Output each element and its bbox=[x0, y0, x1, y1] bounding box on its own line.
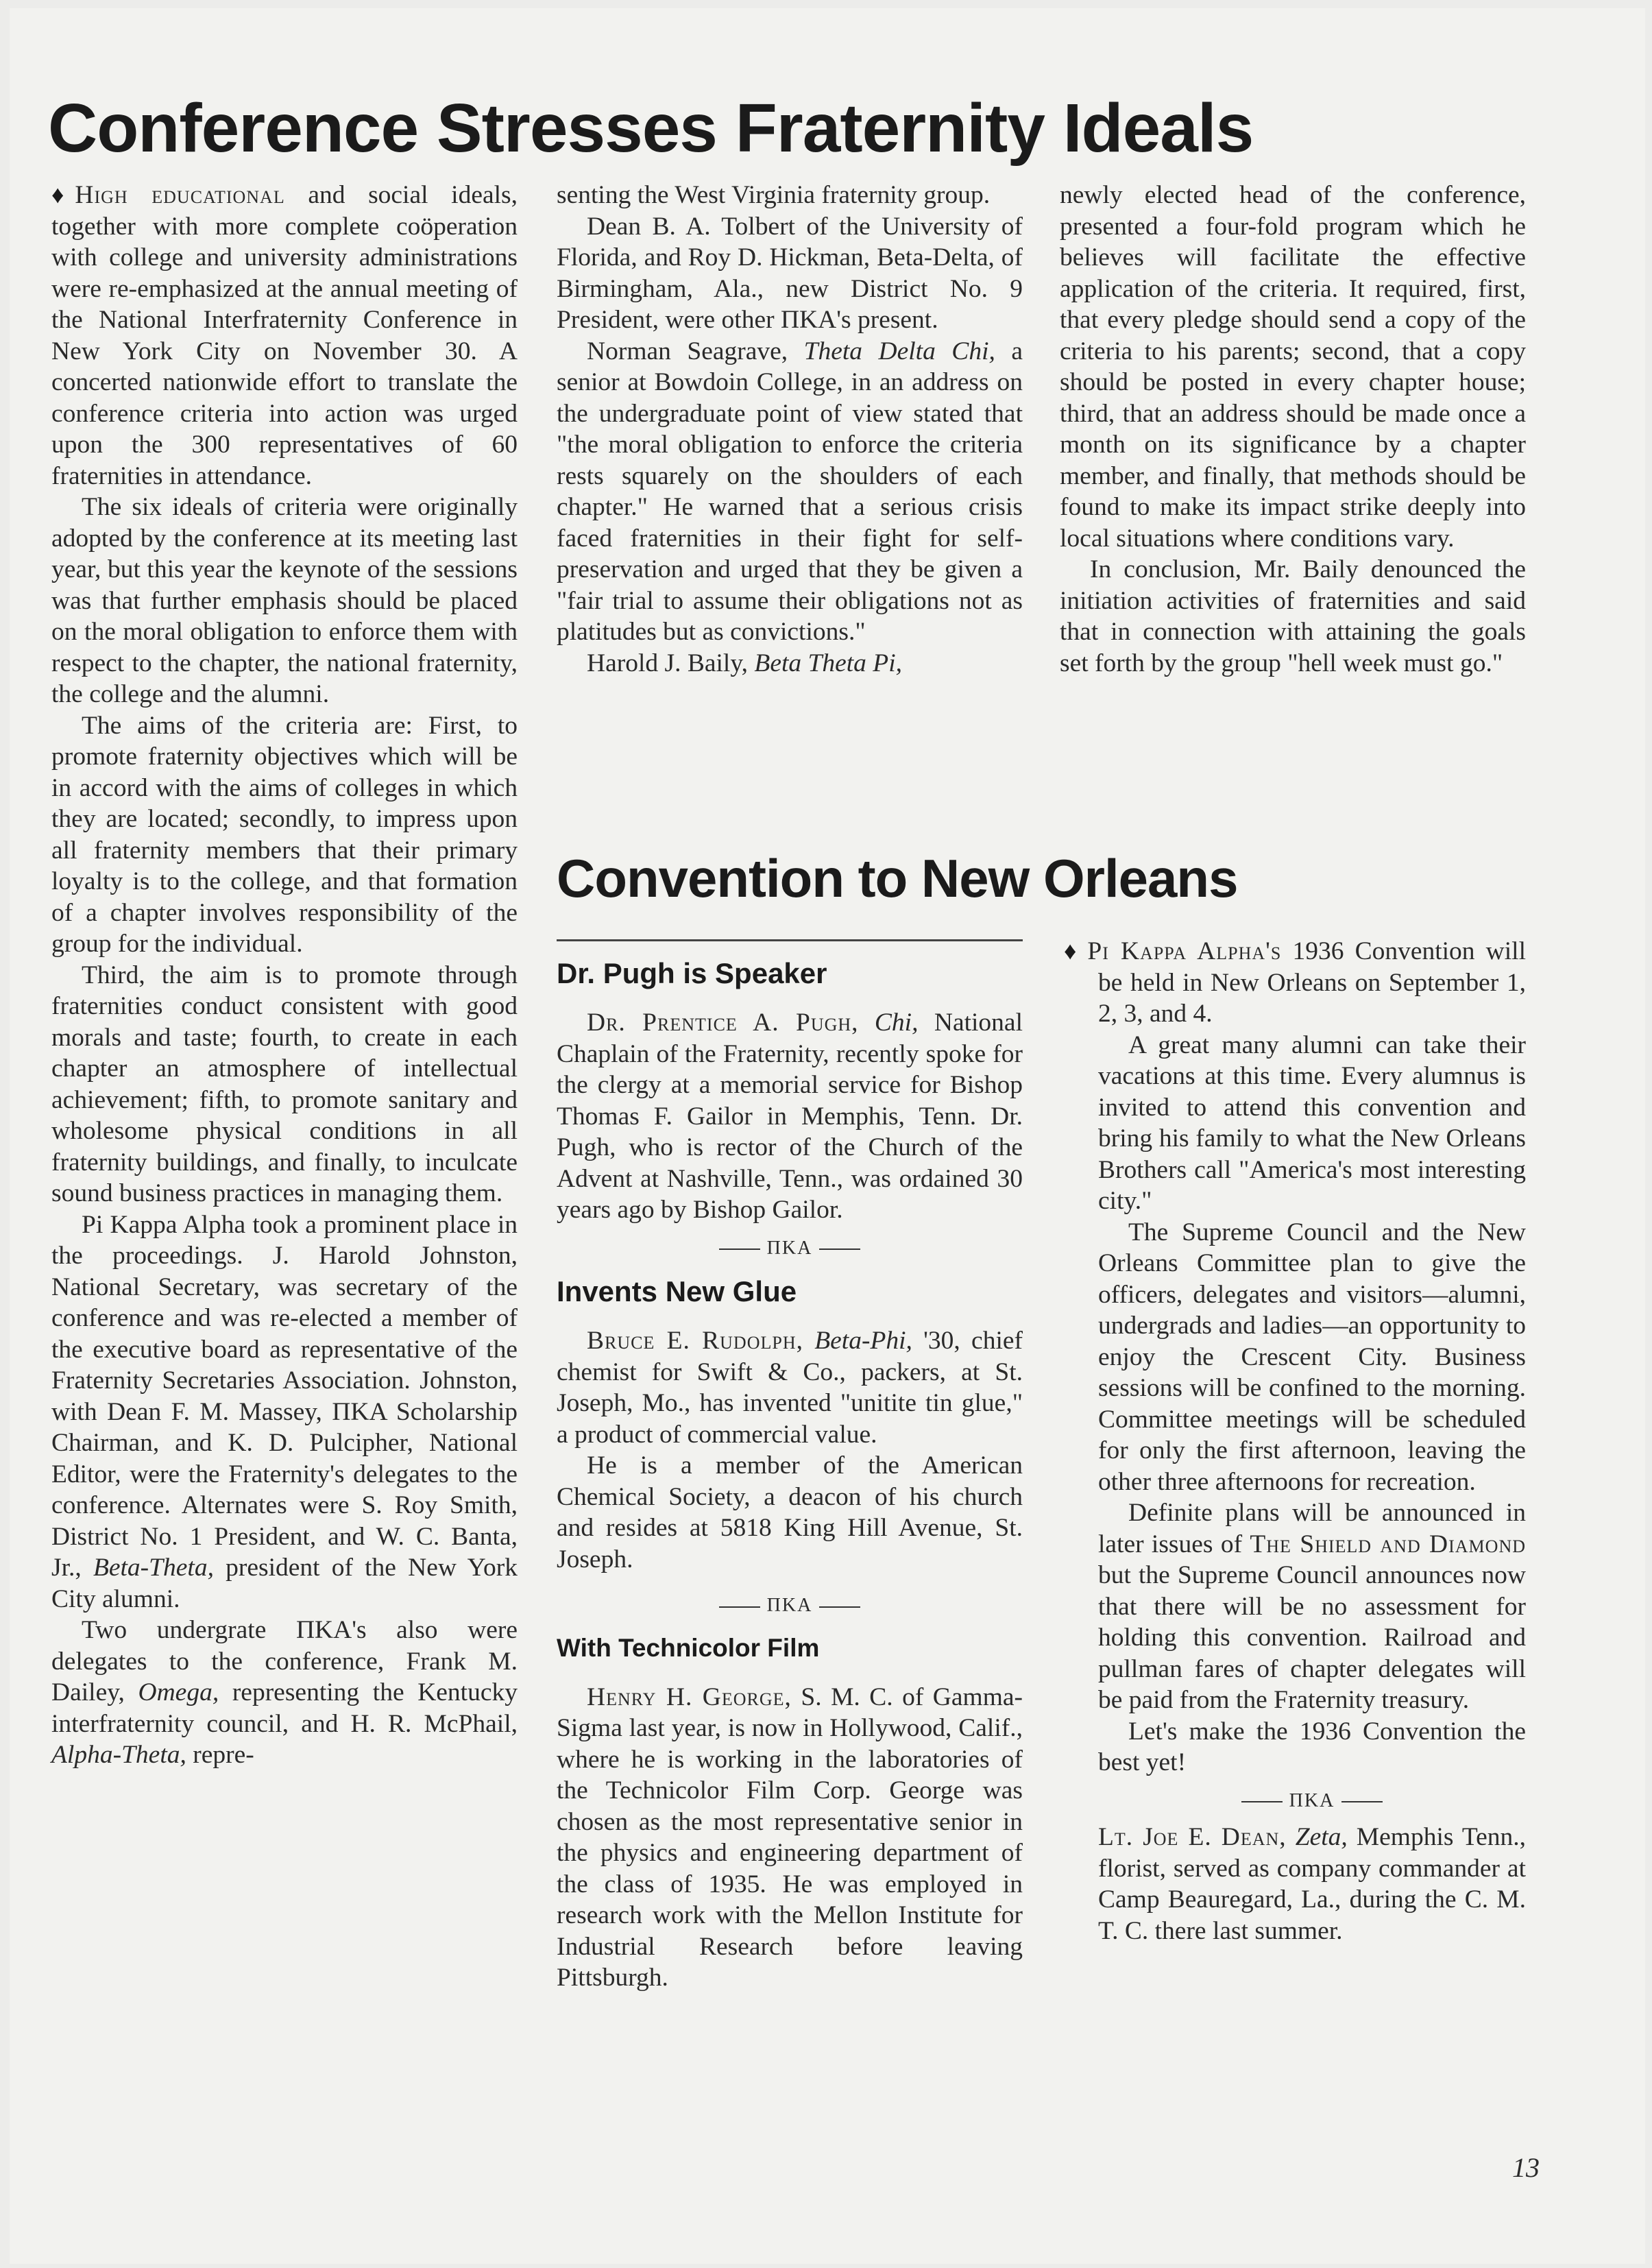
paragraph: He is a member of the American Chemical Society, a deacon of his church and resides at 5818 King Hill Avenue, St. Joseph. bbox=[557, 1451, 1023, 1573]
paragraph: The six ideals of criteria were originally adopted by the conference at its meeting last year, but this year the keynote of the sessions was that further emphasis should be placed on the moral obligation to enforce them with respect to the chapter, the national fraternity, the college and the alumni. bbox=[51, 493, 518, 708]
paragraph: In conclusion, Mr. Baily denounced the initiation activities of fraternities and said that in connection with attaining the goals set forth by the group "hell week must go." bbox=[1060, 555, 1526, 677]
section-divider: ΠΚΑ bbox=[557, 1590, 1023, 1621]
page-number: 13 bbox=[1512, 2152, 1540, 2183]
diamond-bullet-icon: ♦ bbox=[51, 181, 64, 208]
convention-headline: Convention to New Orleans bbox=[557, 848, 1238, 908]
paragraph: Lt. Joe E. Dean, Zeta, Memphis Tenn., florist, served as company commander at Camp Beauregard, La., during the C. M. T. C. there last summer. bbox=[1098, 1823, 1526, 1945]
article-column-1 bbox=[51, 180, 518, 1771]
paragraph: Harold J. Baily, Beta Theta Pi, bbox=[587, 649, 903, 677]
convention-article-column bbox=[1064, 936, 1526, 1946]
section-divider: ΠΚΑ bbox=[557, 1233, 1023, 1264]
paragraph: Third, the aim is to promote through fraternities conduct consistent with good morals and taste; fourth, to create in each chapter an atmosphere of intellectual achievement; fifth, to promote sanitary and wholesome physical conditions in all fraternity buildings, and finally, to inculcate sound business practices in managing them. bbox=[51, 961, 518, 1207]
paragraph: Bruce E. Rudolph, Beta-Phi, '30, chief chemist for Swift & Co., packers, at St. Joseph, Mo., has invented "unitite tin glue," a product of commercial value. bbox=[557, 1327, 1023, 1449]
subhead-pugh: Dr. Pugh is Speaker bbox=[557, 957, 827, 989]
section-divider: ΠΚΑ bbox=[1098, 1785, 1526, 1817]
paragraph: Two undergrate ΠΚΑ's also were delegates to the conference, Frank M. Dailey, Omega, representing the Kentucky interfraternity council, and H. R. McPhail, Alpha-Theta, repre- bbox=[51, 1616, 518, 1769]
paragraph: Pi Kappa Alpha took a prominent place in the proceedings. J. Harold Johnston, National Secretary, was secretary of the conference and was re-elected a member of the executive board as representative of the Fraternity Secretaries Association. Johnston, with Dean F. M. Massey, ΠΚΑ Scholarship Chairman, and K. D. Pulcipher, National Editor, were the Fraternity's delegates to the conference. Alternates were S. Roy Smith, District No. 1 President, and W. C. Banta, Jr., Beta-Theta, president of the New York City alumni. bbox=[51, 1210, 518, 1613]
paragraph: newly elected head of the conference, presented a four-fold program which he believes will facilitate the effective application of the criteria. It required, first, that every pledge should send a copy of the criteria to his parents; second, that a copy should be posted in every chapter house; third, that an address should be made once a month on its significance by a chapter member, and finally, that methods should be found to make its impact strike deeply into local situations where conditions vary. bbox=[1060, 181, 1526, 553]
subhead-technicolor: With Technicolor Film bbox=[557, 1633, 820, 1662]
paragraph: Norman Seagrave, Theta Delta Chi, a senior at Bowdoin College, in an address on the undergraduate point of view stated that "the moral obligation to enforce the criteria rests squarely on the shoulders of each chapter." He warned that a serious crisis faced fraternities in their fight for self-preservation and urged that they be given a "fair trial to assume their obligations not as platitudes but as convictions." bbox=[557, 337, 1023, 646]
paragraph: The aims of the criteria are: First, to promote fraternity objectives which will be in accord with the aims of colleges in which they are located; secondly, to impress upon all fraternity members that their primary loyalty is to the college, and that formation of a chapter involves responsibility of the group for the individual. bbox=[51, 711, 518, 958]
paragraph: senting the West Virginia fraternity group. bbox=[557, 181, 991, 209]
paragraph: Dr. Prentice A. Pugh, Chi, National Chaplain of the Fraternity, recently spoke for the clergy at a memorial service for Bishop Thomas F. Gailor in Memphis, Tenn. Dr. Pugh, who is rector of the Church of the Advent at Nashville, Tenn., was ordained 30 years ago by Bishop Gailor. bbox=[557, 1009, 1023, 1224]
paragraph: A great many alumni can take their vacations at this time. Every alumnus is invited to attend this convention and bring his family to what the New Orleans Brothers call "America's most interesting city." bbox=[1098, 1030, 1526, 1215]
paragraph: The Supreme Council and the New Orleans Committee plan to give the officers, delegates and visitors—alumni, undergrads and ladies—an opportunity to enjoy the Crescent City. Business sessions will be confined to the morning. Committee meetings will be scheduled for only the first afternoon, leaving the other three afternoons for recreation. bbox=[1098, 1218, 1526, 1496]
article-column-3 bbox=[1060, 180, 1526, 679]
paragraph: ♦ Pi Kappa Alpha's 1936 Convention will be held in New Orleans on September 1, 2, 3, and 4. bbox=[1064, 937, 1526, 1028]
paragraph: Dean B. A. Tolbert of the University of Florida, and Roy D. Hickman, Beta-Delta, of Birmingham, Ala., new District No. 9 President, were other ΠΚΑ's present. bbox=[557, 212, 1023, 334]
diamond-bullet-icon: ♦ bbox=[1064, 937, 1077, 965]
paragraph: Let's make the 1936 Convention the best yet! bbox=[1098, 1717, 1526, 1776]
article-column-2 bbox=[557, 180, 1023, 679]
main-headline: Conference Stresses Fraternity Ideals bbox=[48, 90, 1254, 167]
paragraph: ♦ High educational and social ideals, together with more complete coöperation with college and university administrations were re-emphasized at the annual meeting of the National Interfraternity Conference in New York City on November 30. A concerted nationwide effort to translate the conference criteria into action was urged upon the 300 representatives of 60 fraternities in attendance. bbox=[51, 181, 518, 490]
subhead-glue: Invents New Glue bbox=[557, 1275, 797, 1307]
news-briefs-column bbox=[557, 939, 1023, 1994]
section-rule bbox=[557, 939, 1023, 941]
paragraph: Henry H. George, S. M. C. of Gamma-Sigma last year, is now in Hollywood, Calif., where he is working in the laboratories of the Technicolor Film Corp. George was chosen as the most representative senior in the physics and engineering department of the class of 1935. He was employed in research work with the Mellon Institute for Industrial Research before leaving Pittsburgh. bbox=[557, 1682, 1023, 1992]
paragraph: Definite plans will be announced in later issues of The Shield and Diamond but the Supreme Council announces now that there will be no assessment for holding this convention. Railroad and pullman fares of chapter delegates will be paid from the Fraternity treasury. bbox=[1098, 1499, 1526, 1714]
